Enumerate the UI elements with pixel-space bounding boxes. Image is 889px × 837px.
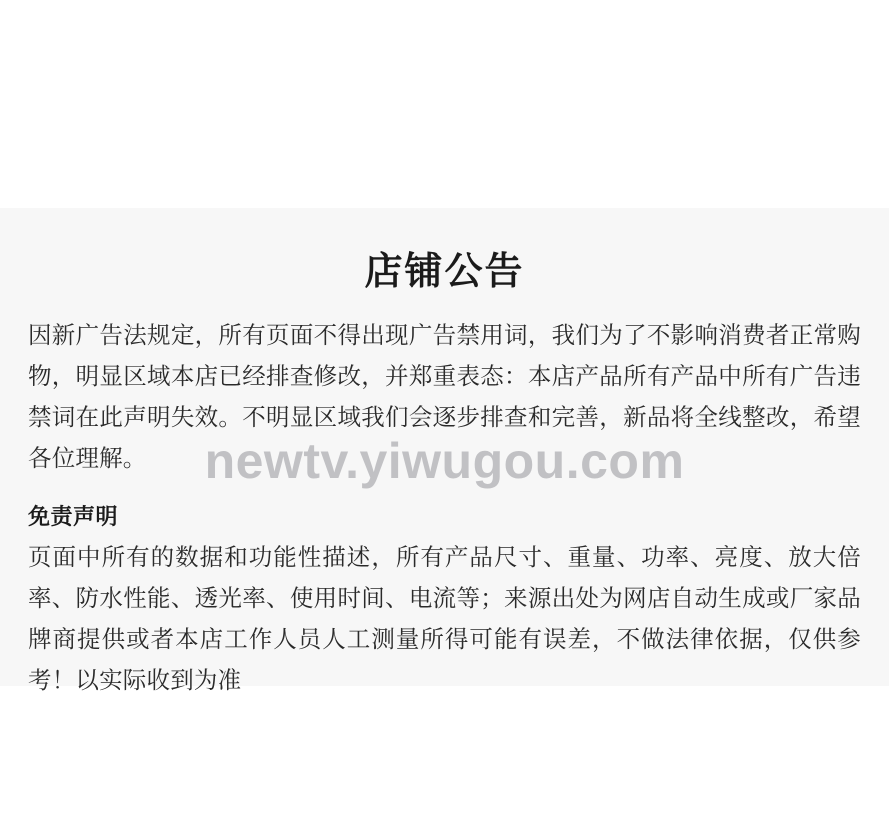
watermark-text: newtv.yiwugou.com — [204, 433, 685, 489]
page-title: 店铺公告 — [364, 251, 525, 293]
notice-body — [28, 315, 861, 479]
notice-paragraph-1: 因新广告法规定，所有页面不得出现广告禁用词，我们为了不影响消费者正常购物，明显区域本店已经排查修改，并郑重表态：本店产品所有产品中所有广告违禁词在此声明失效。不明显区域我们会逐步排查和完善，新品将全线整改，希望各位理解。 — [28, 322, 861, 472]
store-notice-card — [0, 208, 889, 694]
disclaimer-heading: 免责声明 — [28, 504, 119, 530]
disclaimer-text: 页面中所有的数据和功能性描述，所有产品尺寸、重量、功率、亮度、放大倍率、防水性能、透光率、使用时间、电流等；来源出处为网店自动生成或厂家品牌商提供或者本店工作人员人工测量所得可能有误差，不做法律依据，仅供参考！以实际收到为准 — [28, 544, 861, 694]
